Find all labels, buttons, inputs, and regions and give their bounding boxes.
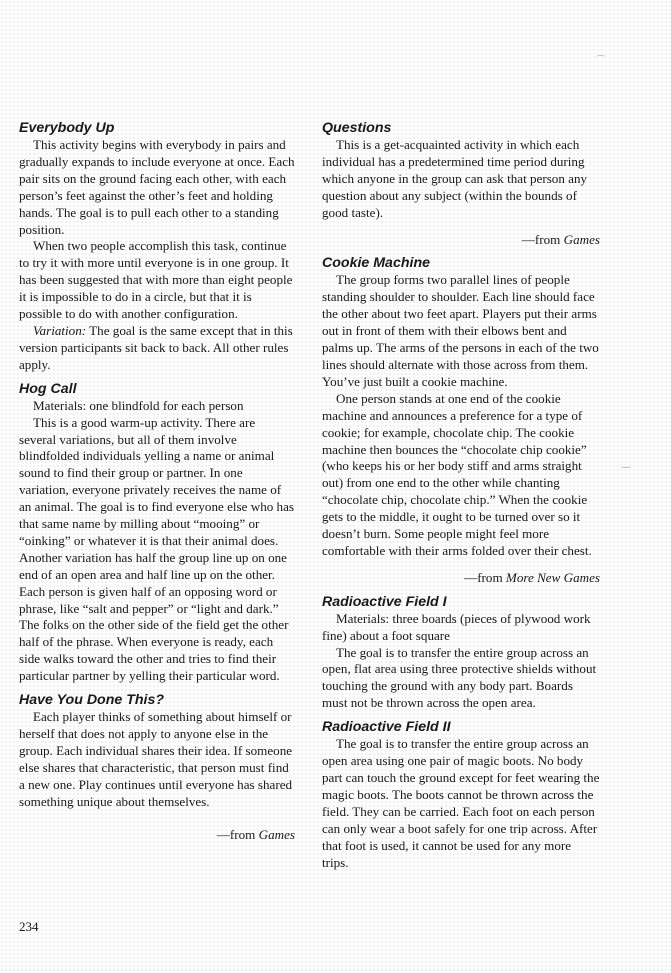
paragraph: This activity begins with everybody in pairs and gradually expands to include everyone at once. Each pair sits on the ground facing each other, with each person’s feet against the other’s feet and holding hands. The goal is to pull each other to a standing position. (19, 137, 295, 237)
variation-label: Variation: (33, 322, 87, 338)
section-have-you-done-this (19, 692, 295, 843)
attribution-source: More New Games (505, 569, 600, 585)
section-title: Everybody Up (19, 120, 115, 136)
attribution-prefix: —from (464, 569, 506, 585)
page-number: 234 (19, 919, 39, 934)
left-column (19, 120, 295, 850)
section-title: Have You Done This? (19, 692, 165, 709)
variation-paragraph (19, 323, 295, 374)
section-cookie-machine (322, 255, 600, 586)
paragraph: One person stands at one end of the cookie machine and announces a preference for a type of cookie; for example, chocolate chip. The cookie machine then bounces the “chocolate chip cookie” (who keeps his or her body stiff and arms straight out) from one end to the other while chanting “chocolate chip, chocolate chip.” When the cookie gets to the middle, it ought to be turned over so it doesn’t burn. Some people might feel more comfortable with their arms folded over their chest. (322, 390, 592, 558)
section-hog-call (19, 381, 295, 685)
section-title: Cookie Machine (322, 255, 431, 272)
section-title: Radioactive Field II (322, 719, 451, 736)
section-radioactive-field-1 (322, 594, 600, 712)
scan-mark: ⌒ (596, 56, 606, 67)
attribution (322, 232, 600, 249)
section-questions (322, 120, 600, 248)
section-title: Hog Call (19, 380, 77, 397)
paragraph: Materials: three boards (pieces of plywood work fine) about a foot square (322, 610, 591, 643)
attribution (19, 827, 295, 844)
paragraph: The goal is to transfer the entire group across an open, flat area using three protective shields without touching the ground with any body part. Boards must not be thrown across the open area. (322, 644, 597, 711)
paragraph: The goal is to transfer the entire group across an open area using one pair of magic boots. No body part can touch the ground except for feet wearing the magic boots. The boots cannot be thrown across the field. They can be carried. Each foot on each person can only wear a boot safely for one trip across. After that foot is used, it cannot be used for any more trips. (322, 736, 600, 870)
section-everybody-up (19, 120, 295, 374)
paragraph: The group forms two parallel lines of people standing shoulder to shoulder. Each line should face the other about two feet apart. Players put their arms out in front of them with their elbows bent and palms up. The arms of the persons in each of the two lines should alternate with those across from them. You’ve just built a cookie machine. (322, 272, 599, 389)
paragraph: This is a good warm-up activity. There are several variations, but all of them involve blindfolded individuals yelling a name or animal sound to find their group or partner. In one variation, everyone privately receives the name of an animal. The goal is to find everyone else who has that same name by milling about “mooing” or “oinking” or whatever it is that their animal does. Another variation has half the group line up on one end of an open area and half line up on the other. Each person is given half of an opposing word or phrase, like “salt and pepper” or “light and dark.” The folks on the other side of the field get the other half of the phrase. When everyone is ready, each side walks toward the other and tries to find their particular partner by yelling their particular word. (19, 414, 295, 684)
right-column (322, 120, 600, 878)
attribution (322, 570, 600, 587)
scan-mark: — (621, 462, 631, 473)
section-title: Radioactive Field I (322, 593, 447, 610)
attribution-prefix: —from (216, 826, 259, 842)
paragraph: Each player thinks of something about himself or herself that does not apply to anyone else in the group. Each individual shares their idea. If someone else shares that characteristic, that person must find a new one. Play continues until everyone has shared something unique about themselves. (19, 709, 293, 809)
paragraph: When two people accomplish this task, continue to try it with more until everyone is in one group. It has been suggested that with more than eight people it is impossible to do in a circle, but that it is possible to do with another configuration. (19, 238, 293, 322)
attribution-source: Games (258, 826, 295, 842)
paragraph: This is a get-acquainted activity in which each individual has a predetermined time period during which anyone in the group can ask that person any question about any subject (within the bounds of good taste). (322, 137, 588, 220)
variation-text: The goal is the same except that in this version participants sit back to back. All other rules apply. (19, 322, 293, 372)
attribution-prefix: —from (521, 231, 564, 247)
section-radioactive-field-2 (322, 719, 600, 871)
section-title: Questions (322, 120, 392, 136)
attribution-source: Games (563, 231, 600, 247)
paragraph: Materials: one blindfold for each person (33, 397, 244, 413)
